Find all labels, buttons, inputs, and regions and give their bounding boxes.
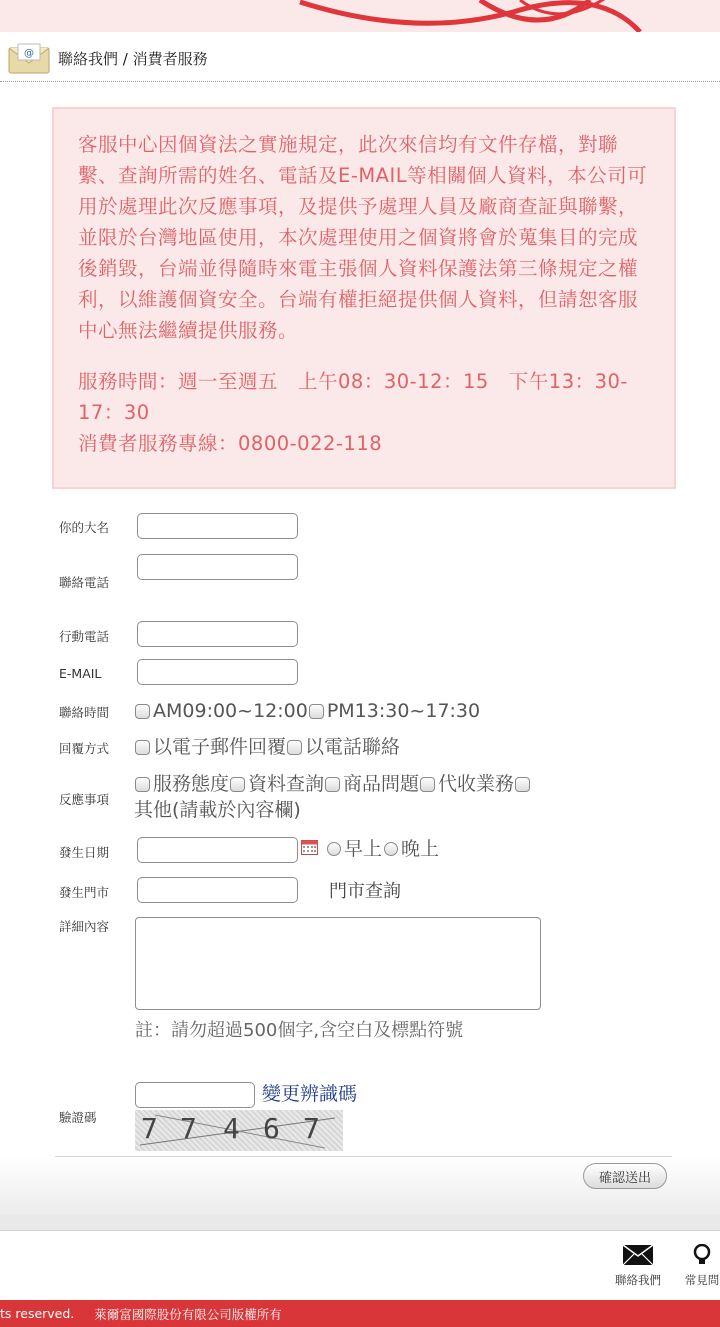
- breadcrumb: 聯絡我們 / 消費者服務: [58, 50, 208, 68]
- issue-type-label: 反應事項: [59, 792, 110, 807]
- detail-note: 註：請勿超過500個字,含空白及標點符號: [135, 1020, 464, 1041]
- name-label: 你的大名: [59, 520, 110, 535]
- issue-product-label: 商品問題: [343, 773, 420, 795]
- morning-radio[interactable]: [327, 842, 341, 856]
- detail-textarea[interactable]: [135, 917, 541, 1010]
- issue-query-checkbox[interactable]: [230, 777, 245, 792]
- footer-rights: ts reserved.: [0, 1306, 75, 1321]
- issue-product-checkbox[interactable]: [325, 777, 340, 792]
- issue-collection-label: 代收業務: [438, 773, 515, 795]
- evening-radio[interactable]: [384, 842, 398, 856]
- nav-contact[interactable]: [612, 1244, 664, 1288]
- issue-collection-checkbox[interactable]: [420, 777, 435, 792]
- issue-type-options: [134, 771, 679, 823]
- reply-phone-checkbox[interactable]: [287, 740, 302, 755]
- captcha-label: 驗證碼: [59, 1110, 97, 1125]
- evening-label: 晚上: [401, 838, 440, 860]
- reply-email-label: 以電子郵件回覆: [153, 736, 287, 758]
- email-label: E-MAIL: [59, 666, 102, 681]
- captcha-char: 4: [223, 1112, 240, 1145]
- submit-button[interactable]: 確認送出: [583, 1163, 667, 1189]
- contact-time-am-checkbox[interactable]: [135, 704, 150, 719]
- store-label: 發生門市: [59, 885, 110, 900]
- contact-time-options: [134, 698, 480, 724]
- notice-paragraph: 客服中心因個資法之實施規定，此次來信均有文件存檔，對聯繫、查詢所需的姓名、電話及E-MAIL等相關個人資料，本公司可用於處理此次反應事項，及提供予處理人員及廠商查証與聯繫，並限於台灣地區使用，本次處理使用之個資將會於蒐集目的完成後銷毀，台端並得隨時來電主張個人資料保護法第三條規定之權利，以維護個資安全。台端有權拒絕提供個人資料，但請恕客服中心無法繼續提供服務。: [78, 133, 648, 342]
- mobile-label: 行動電話: [59, 629, 110, 644]
- reply-email-checkbox[interactable]: [135, 740, 150, 755]
- issue-query-label: 資料查詢: [248, 773, 325, 795]
- contact-time-label: 聯絡時間: [59, 705, 110, 720]
- reply-phone-label: 以電話聯絡: [305, 736, 401, 758]
- date-label: 發生日期: [59, 845, 110, 860]
- separator-band: [0, 1215, 720, 1231]
- time-of-day-options: [325, 836, 439, 862]
- service-hotline: 消費者服務專線：0800-022-118: [78, 432, 383, 455]
- footer: [0, 1300, 720, 1327]
- footer-company: 萊爾富國際股份有限公司版權所有: [94, 1306, 282, 1322]
- svg-text:@: @: [24, 47, 34, 59]
- detail-label: 詳細內容: [59, 919, 110, 934]
- mobile-input[interactable]: [137, 621, 298, 647]
- mail-icon: [622, 1244, 654, 1266]
- captcha-char: 7: [303, 1112, 320, 1145]
- captcha-char: 7: [180, 1112, 197, 1145]
- reply-method-label: 回覆方式: [59, 741, 110, 756]
- top-banner: [0, 0, 720, 32]
- captcha-char: 6: [263, 1112, 280, 1145]
- email-input[interactable]: [137, 659, 298, 685]
- captcha-char: 7: [141, 1112, 158, 1145]
- breadcrumb-bar: [0, 36, 720, 82]
- issue-other-checkbox[interactable]: [515, 777, 530, 792]
- morning-label: 早上: [344, 838, 383, 860]
- captcha-input[interactable]: [135, 1082, 255, 1108]
- nav-contact-label: 聯絡我們: [615, 1273, 661, 1287]
- contact-time-am-label: AM09:00~12:00: [153, 700, 308, 722]
- bottom-nav: [0, 1232, 720, 1300]
- issue-service-checkbox[interactable]: [135, 777, 150, 792]
- captcha-image: [135, 1110, 343, 1151]
- ribbon-decoration: [0, 0, 720, 32]
- store-input[interactable]: [137, 877, 298, 903]
- date-input[interactable]: [137, 837, 298, 863]
- phone-label: 聯絡電話: [59, 575, 110, 590]
- calendar-icon[interactable]: [301, 840, 318, 855]
- name-input[interactable]: [137, 513, 298, 539]
- issue-other-label: 其他(請載於內容欄): [134, 799, 301, 821]
- reply-method-options: [134, 734, 400, 760]
- refresh-captcha-link[interactable]: 變更辨識碼: [262, 1083, 358, 1105]
- envelope-icon: [8, 43, 50, 75]
- lightbulb-icon: [692, 1244, 712, 1266]
- contact-time-pm-label: PM13:30~17:30: [326, 700, 481, 722]
- service-hours: 服務時間：週一至週五 上午08：30-12：15 下午13：30-17：30: [78, 370, 628, 424]
- store-search-link[interactable]: 門市查詢: [329, 881, 401, 902]
- phone-input[interactable]: [137, 554, 298, 580]
- contact-time-pm-checkbox[interactable]: [309, 704, 324, 719]
- issue-service-label: 服務態度: [153, 773, 230, 795]
- nav-faq[interactable]: [682, 1244, 720, 1288]
- privacy-notice: [52, 107, 676, 489]
- nav-faq-label: 常見問: [684, 1273, 720, 1287]
